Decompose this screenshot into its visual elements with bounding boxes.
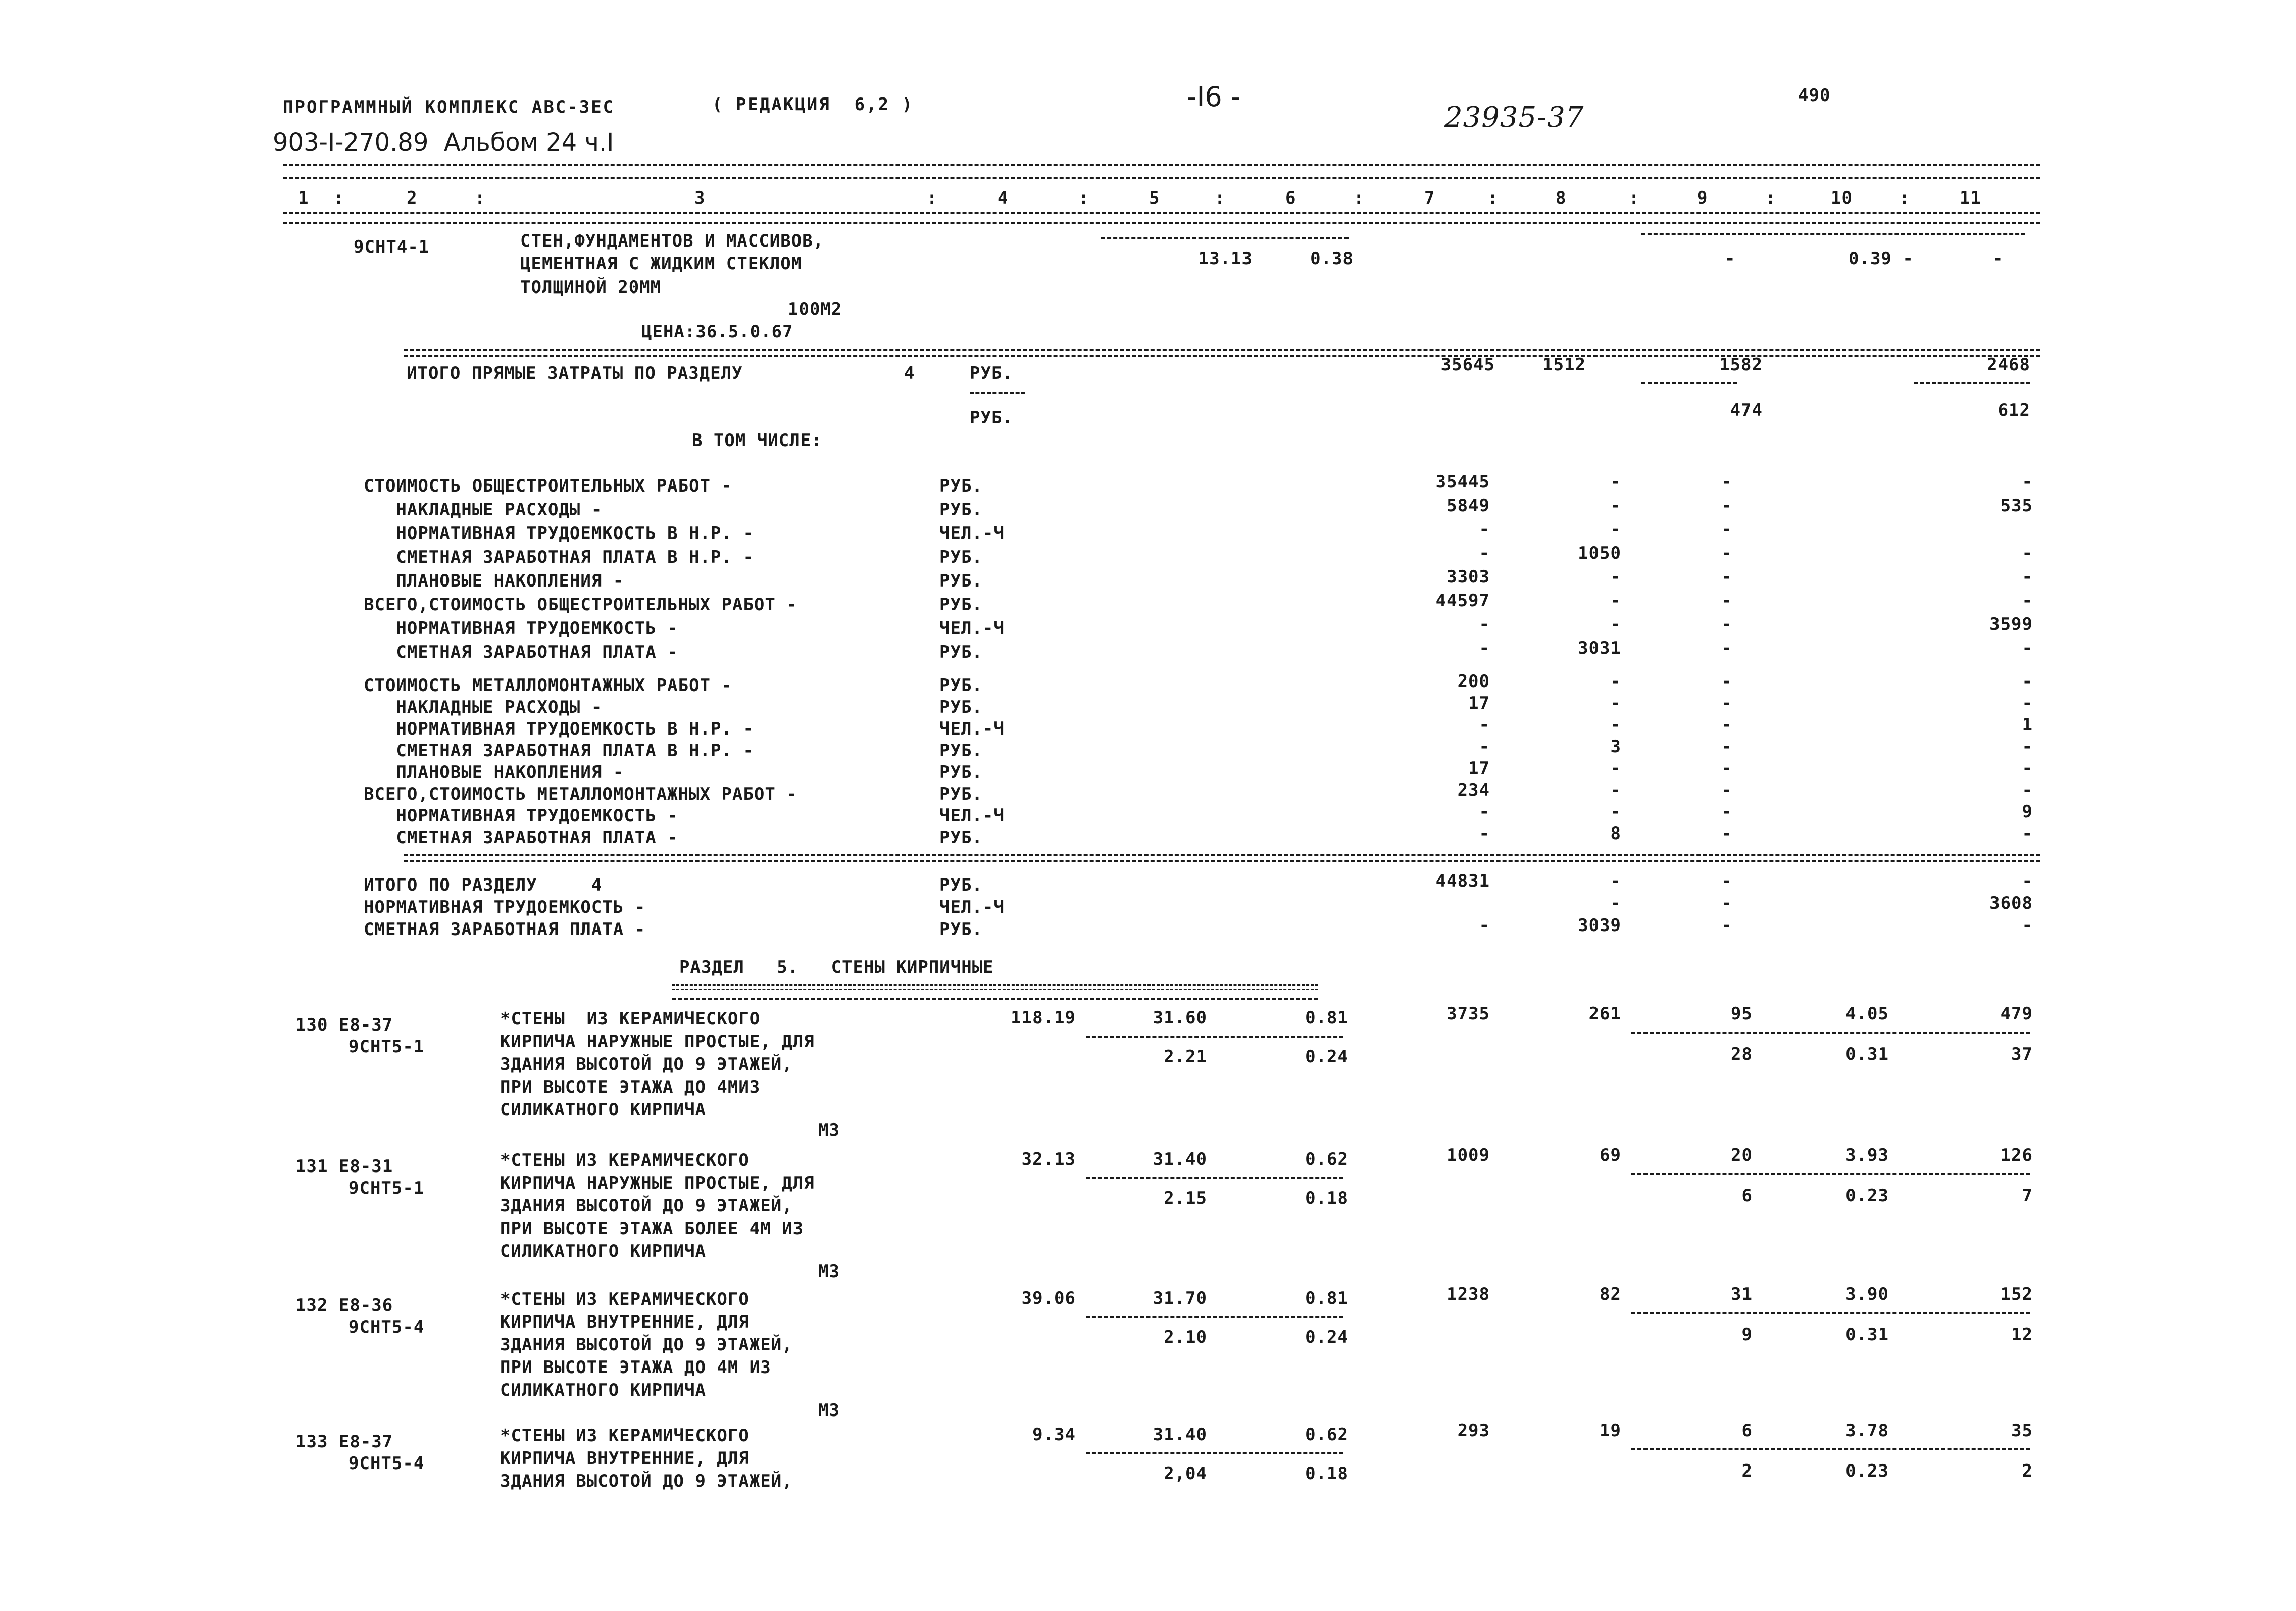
cell-c8: - — [1610, 614, 1621, 634]
cell-c11: - — [2022, 543, 2033, 563]
cell-c5: 13.13 — [1198, 249, 1253, 269]
item-subcode: 9СНТ5-4 — [348, 1453, 425, 1474]
col-10: 10 — [1831, 188, 1853, 208]
dashed-rule — [1631, 1448, 2030, 1450]
dashed-rule — [1086, 1177, 1343, 1179]
unit-label: РУБ. — [939, 784, 983, 804]
cell-c11: 612 — [1998, 400, 2030, 420]
unit-label: РУБ. — [939, 675, 983, 696]
cell-c11: - — [2022, 567, 2033, 587]
cell-c9: - — [1721, 780, 1732, 800]
cell-c5: 31.70 — [1153, 1288, 1207, 1308]
unit-label: РУБ. — [939, 547, 983, 567]
cell-c9: 6 — [1741, 1421, 1753, 1441]
item-desc-line: ЗДАНИЯ ВЫСОТОЙ ДО 9 ЭТАЖЕЙ, — [500, 1471, 793, 1491]
col-6: 6 — [1285, 188, 1296, 208]
cell-c5: 31.40 — [1153, 1425, 1207, 1445]
cell-c7: - — [1479, 638, 1490, 658]
rule-header-bottom — [283, 212, 2040, 214]
dashed-rule — [1086, 1036, 1343, 1038]
cell-c8: - — [1610, 758, 1621, 778]
cell-c10: 4.05 — [1845, 1004, 1889, 1024]
row-label: СТОИМОСТЬ МЕТАЛЛОМОНТАЖНЫХ РАБОТ - — [364, 675, 732, 696]
unit-label: РУБ. — [939, 642, 983, 662]
cell-c8: 261 — [1588, 1004, 1621, 1024]
item-desc-line: СИЛИКАТНОГО КИРПИЧА — [500, 1100, 706, 1120]
cell-c9: - — [1725, 249, 1736, 269]
cell-c11: 2468 — [1987, 355, 2030, 375]
cell-c9: - — [1721, 715, 1732, 735]
col-2: 2 — [407, 188, 418, 208]
cell-c6: 0.38 — [1310, 249, 1354, 269]
cell-c6: 0.24 — [1305, 1327, 1349, 1347]
cell-c11: 3608 — [1989, 893, 2033, 913]
item-desc-line: СТЕН,ФУНДАМЕНТОВ И МАССИВОВ, — [520, 231, 824, 251]
row-label: СМЕТНАЯ ЗАРАБОТНАЯ ПЛАТА В Н.Р. - — [364, 547, 754, 567]
col-5: 5 — [1149, 188, 1160, 208]
cell-c8: 82 — [1600, 1284, 1621, 1304]
cell-c9: - — [1721, 638, 1732, 658]
cell-c7: - — [1479, 802, 1490, 822]
cell-c9: - — [1721, 823, 1732, 844]
item-desc-line: ЗДАНИЯ ВЫСОТОЙ ДО 9 ЭТАЖЕЙ, — [500, 1054, 793, 1075]
unit-label: ЧЕЛ.-Ч — [939, 806, 1005, 826]
cell-c6: 0.18 — [1305, 1463, 1349, 1484]
cell-c11: - — [2022, 693, 2033, 713]
cell-c8: - — [1610, 472, 1621, 492]
row-label: ПЛАНОВЫЕ НАКОПЛЕНИЯ - — [364, 571, 624, 591]
row-label: СМЕТНАЯ ЗАРАБОТНАЯ ПЛАТА - — [364, 919, 646, 940]
cell-c8: - — [1610, 780, 1621, 800]
cell-c9: - — [1721, 758, 1732, 778]
row-label: НОРМАТИВНАЯ ТРУДОЕМКОСТЬ - — [364, 806, 678, 826]
unit-label: ЧЕЛ.-Ч — [939, 897, 1005, 917]
unit-label: РУБ. — [970, 363, 1013, 383]
cell-c7: 44597 — [1435, 591, 1490, 611]
dashed-rule — [1631, 1032, 2030, 1034]
row-label: ВСЕГО,СТОИМОСТЬ МЕТАЛЛОМОНТАЖНЫХ РАБОТ - — [364, 784, 797, 804]
cell-c9: - — [1721, 671, 1732, 692]
cell-c8: 69 — [1600, 1145, 1621, 1165]
cell-c9: - — [1721, 871, 1732, 891]
col-7: 7 — [1424, 188, 1435, 208]
cell-c11: - — [2022, 671, 2033, 692]
cell-c7: 200 — [1457, 671, 1490, 692]
page-number: -I6 - — [1187, 81, 1241, 113]
including-label: В ТОМ ЧИСЛЕ: — [692, 430, 822, 451]
item-unit: М3 — [818, 1400, 840, 1421]
cell-c9: 9 — [1741, 1325, 1753, 1345]
row-label: СМЕТНАЯ ЗАРАБОТНАЯ ПЛАТА - — [364, 642, 678, 662]
edition-label: ( РЕДАКЦИЯ 6,2 ) — [712, 94, 914, 115]
cell-c8: 3 — [1610, 737, 1621, 757]
cell-c10: 3.78 — [1845, 1421, 1889, 1441]
item-number-code: 132 Е8-36 — [295, 1295, 393, 1315]
cell-c11: - — [2022, 780, 2033, 800]
cell-c7: 234 — [1457, 780, 1490, 800]
col-1: 1 — [298, 188, 309, 208]
unit-label: РУБ. — [939, 875, 983, 895]
cell-c7: 17 — [1468, 693, 1490, 713]
cell-c4: 39.06 — [1021, 1288, 1076, 1308]
section-total-label: ИТОГО ПРЯМЫЕ ЗАТРАТЫ ПО РАЗДЕЛУ — [407, 363, 743, 383]
item-subcode: 9СНТ5-1 — [348, 1037, 425, 1057]
item-number-code: 131 Е8-31 — [295, 1156, 393, 1177]
cell-c9: - — [1721, 893, 1732, 913]
cell-c11: 37 — [2011, 1044, 2033, 1064]
dashed-rule — [1631, 1173, 2030, 1175]
cell-c9: - — [1721, 567, 1732, 587]
cell-c5: 31.40 — [1153, 1149, 1207, 1169]
cell-c11: - — [1992, 249, 2004, 269]
cell-c8: 1512 — [1542, 355, 1586, 375]
cell-c10: 0.23 — [1845, 1461, 1889, 1481]
cell-c11: - — [2022, 737, 2033, 757]
cell-c10: 0.31 — [1845, 1325, 1889, 1345]
item-desc-line: *СТЕНЫ ИЗ КЕРАМИЧЕСКОГО — [500, 1426, 750, 1446]
section-title-underline — [672, 984, 1318, 990]
row-label: СМЕТНАЯ ЗАРАБОТНАЯ ПЛАТА В Н.Р. - — [364, 741, 754, 761]
cell-c5: 2,04 — [1164, 1463, 1207, 1484]
cell-c6: 0.81 — [1305, 1008, 1349, 1028]
cell-c7: - — [1479, 543, 1490, 563]
item-desc-line: ТОЛЩИНОЙ 20ММ — [520, 277, 662, 298]
cell-c9: 474 — [1730, 400, 1763, 420]
cell-c7: - — [1479, 737, 1490, 757]
col-11: 11 — [1960, 188, 1981, 208]
cell-c8: - — [1610, 671, 1621, 692]
item-subcode: 9СНТ5-4 — [348, 1317, 425, 1337]
dashed-rule — [1086, 1316, 1343, 1318]
cell-c9: - — [1721, 614, 1732, 634]
unit-label: ЧЕЛ.-Ч — [939, 523, 1005, 544]
dashed-rule — [1631, 1312, 2030, 1314]
item-desc-line: *СТЕНЫ ИЗ КЕРАМИЧЕСКОГО — [500, 1009, 761, 1029]
cell-c7: - — [1479, 823, 1490, 844]
cell-c5: 2.15 — [1164, 1188, 1207, 1208]
cell-c11: - — [2022, 758, 2033, 778]
unit-label: РУБ. — [939, 919, 983, 940]
row-label: ИТОГО ПО РАЗДЕЛУ 4 — [364, 875, 603, 895]
cell-c8: 3031 — [1578, 638, 1621, 658]
cell-c7: 35645 — [1440, 355, 1495, 375]
cell-c8: - — [1610, 591, 1621, 611]
cell-c11: 2 — [2022, 1461, 2033, 1481]
cell-c9: 31 — [1731, 1284, 1753, 1304]
row-label: ПЛАНОВЫЕ НАКОПЛЕНИЯ - — [364, 762, 624, 783]
unit-label: ЧЕЛ.-Ч — [939, 618, 1005, 639]
cell-c8: 19 — [1600, 1421, 1621, 1441]
unit-label: ЧЕЛ.-Ч — [939, 719, 1005, 739]
item-desc-line: *СТЕНЫ ИЗ КЕРАМИЧЕСКОГО — [500, 1289, 750, 1309]
cell-c11: 1 — [2022, 715, 2033, 735]
cell-c10: 3.90 — [1845, 1284, 1889, 1304]
cell-c8: - — [1610, 567, 1621, 587]
cell-c6: 0.62 — [1305, 1425, 1349, 1445]
cell-c7: 35445 — [1435, 472, 1490, 492]
cell-c7: - — [1479, 915, 1490, 936]
cell-c7: - — [1479, 614, 1490, 634]
cell-c8: - — [1610, 693, 1621, 713]
unit-label: РУБ. — [939, 697, 983, 717]
cell-c8: - — [1610, 871, 1621, 891]
item-desc-line: ПРИ ВЫСОТЕ ЭТАЖА ДО 4МИЗ — [500, 1077, 761, 1097]
cell-c5: 2.10 — [1164, 1327, 1207, 1347]
cell-c7: 17 — [1468, 758, 1490, 778]
album-reference: 903-I-270.89 Альбом 24 ч.I — [273, 128, 614, 157]
cell-c11: - — [2022, 591, 2033, 611]
item-subcode: 9СНТ5-1 — [348, 1178, 425, 1198]
cell-c11: 479 — [2000, 1004, 2033, 1024]
cell-c9: - — [1721, 472, 1732, 492]
unit-label: РУБ. — [939, 762, 983, 783]
row-label: НОРМАТИВНАЯ ТРУДОЕМКОСТЬ В Н.Р. - — [364, 719, 754, 739]
item-desc-line: КИРПИЧА ВНУТРЕННИЕ, ДЛЯ — [500, 1312, 750, 1332]
cell-c7: 3303 — [1446, 567, 1490, 587]
item-number-code: 133 Е8-37 — [295, 1432, 393, 1452]
cell-c11: 152 — [2000, 1284, 2033, 1304]
item-desc-line: ЗДАНИЯ ВЫСОТОЙ ДО 9 ЭТАЖЕЙ, — [500, 1335, 793, 1355]
item-desc-line: СИЛИКАТНОГО КИРПИЧА — [500, 1241, 706, 1261]
row-label: СМЕТНАЯ ЗАРАБОТНАЯ ПЛАТА - — [364, 827, 678, 848]
item-price: ЦЕНА:36.5.0.67 — [641, 322, 793, 342]
cell-c6: 0.62 — [1305, 1149, 1349, 1169]
item-desc-line: ЦЕМЕНТНАЯ С ЖИДКИМ СТЕКЛОМ — [520, 254, 803, 274]
unit-label: РУБ. — [939, 476, 983, 496]
cell-c9: 1582 — [1719, 355, 1763, 375]
item-unit: М3 — [818, 1120, 840, 1140]
rule-top — [283, 164, 2040, 166]
cell-c8: - — [1610, 802, 1621, 822]
cell-c11: 535 — [2000, 496, 2033, 516]
cell-c5: 31.60 — [1153, 1008, 1207, 1028]
cell-c11: 126 — [2000, 1145, 2033, 1165]
cell-c9: - — [1721, 519, 1732, 540]
section-title: РАЗДЕЛ 5. СТЕНЫ КИРПИЧНЫЕ — [679, 957, 994, 978]
dashed-rule — [1086, 1452, 1343, 1454]
row-label: НОРМАТИВНАЯ ТРУДОЕМКОСТЬ - — [364, 897, 646, 917]
cell-c11: 7 — [2022, 1186, 2033, 1206]
item-number-code: 130 Е8-37 — [295, 1015, 393, 1035]
cell-c7: - — [1479, 519, 1490, 540]
col-8: 8 — [1556, 188, 1567, 208]
unit-label: РУБ. — [939, 741, 983, 761]
row-label: ВСЕГО,СТОИМОСТЬ ОБЩЕСТРОИТЕЛЬНЫХ РАБОТ - — [364, 595, 797, 615]
row-label: СТОИМОСТЬ ОБЩЕСТРОИТЕЛЬНЫХ РАБОТ - — [364, 476, 732, 496]
col-3: 3 — [694, 188, 706, 208]
cell-c9: 95 — [1731, 1004, 1753, 1024]
rule-top-2 — [283, 177, 2040, 179]
cell-c7: 1009 — [1446, 1145, 1490, 1165]
item-desc-line: СИЛИКАТНОГО КИРПИЧА — [500, 1380, 706, 1400]
item-desc-line: ПРИ ВЫСОТЕ ЭТАЖА ДО 4М ИЗ — [500, 1357, 771, 1378]
item-unit: М3 — [818, 1261, 840, 1282]
item-desc-line: ЗДАНИЯ ВЫСОТОЙ ДО 9 ЭТАЖЕЙ, — [500, 1196, 793, 1216]
cell-c10: 0.23 — [1845, 1186, 1889, 1206]
cell-c9: - — [1721, 693, 1732, 713]
col-9: 9 — [1697, 188, 1708, 208]
item-desc-line: КИРПИЧА НАРУЖНЫЕ ПРОСТЫЕ, ДЛЯ — [500, 1032, 815, 1052]
cell-c6: 0.18 — [1305, 1188, 1349, 1208]
rule-header-bottom-2 — [283, 222, 2040, 224]
cell-c10: 0.31 — [1845, 1044, 1889, 1064]
cell-c9: 28 — [1731, 1044, 1753, 1064]
cell-c9: 20 — [1731, 1145, 1753, 1165]
section-number: 4 — [904, 363, 915, 383]
cell-c11: - — [2022, 638, 2033, 658]
cell-c9: - — [1721, 802, 1732, 822]
cell-c8: 1050 — [1578, 543, 1621, 563]
cell-c7: - — [1479, 715, 1490, 735]
cell-c11: - — [2022, 871, 2033, 891]
cell-c4: 32.13 — [1021, 1149, 1076, 1169]
unit-label: РУБ. — [939, 595, 983, 615]
cell-c7: 44831 — [1435, 871, 1490, 891]
cell-c10: 3.93 — [1845, 1145, 1889, 1165]
item-desc-line: КИРПИЧА ВНУТРЕННИЕ, ДЛЯ — [500, 1448, 750, 1469]
item-desc-line: ПРИ ВЫСОТЕ ЭТАЖА БОЛЕЕ 4М ИЗ — [500, 1218, 804, 1239]
cell-c6: 0.81 — [1305, 1288, 1349, 1308]
cell-c5: 2.21 — [1164, 1047, 1207, 1067]
col-4: 4 — [997, 188, 1009, 208]
cell-c11: - — [2022, 823, 2033, 844]
cell-c8: - — [1610, 496, 1621, 516]
cell-c10: 0.39 - — [1849, 249, 1914, 269]
cell-c7: 293 — [1457, 1421, 1490, 1441]
cell-c9: - — [1721, 915, 1732, 936]
cell-c9: - — [1721, 737, 1732, 757]
cell-c9: - — [1721, 496, 1732, 516]
item-desc-line: *СТЕНЫ ИЗ КЕРАМИЧЕСКОГО — [500, 1150, 750, 1170]
cell-c11: 35 — [2011, 1421, 2033, 1441]
sheet-number: 490 — [1798, 85, 1831, 106]
item-unit: 100М2 — [788, 299, 842, 319]
row-label: НАКЛАДНЫЕ РАСХОДЫ - — [364, 697, 603, 717]
cell-c11: 12 — [2011, 1325, 2033, 1345]
unit-label: РУБ. — [939, 571, 983, 591]
cell-c11: 3599 — [1989, 614, 2033, 634]
estimate-sheet: ПРОГРАММНЫЙ КОМПЛЕКС АВС-ЗЕС ( РЕДАКЦИЯ 6,2 ) -I6 - 23935-37 490 903-I-270.89 Альбом 24 ч.I 1 : 2 : 3 : 4 : 5 : 6 : 7 : 8 : 9 : 10 : 11 9СНТ4-1 СТЕН,ФУНДАМЕНТОВ И МАССИВОВ, ЦЕМЕНТНАЯ С ЖИДКИМ СТЕКЛОМ ТОЛЩИНОЙ 20ММ 100М2 ЦЕНА:36.5.0.67 13.13 0.38 - 0.39 - - ИТОГО ПРЯМЫЕ ЗАТРАТЫ ПО РАЗДЕЛУ 4 РУБ. 35645 1512 1582 2468 РУБ. 474 612 В ТОМ ЧИСЛЕ: СТОИМОСТЬ ОБЩЕСТРОИТЕЛЬНЫХ РАБОТ - РУБ. 35445 - - - НАКЛАДНЫЕ РАСХОДЫ - РУБ. 5849 - - 535 НОРМАТИВНАЯ ТРУДОЕМКОСТЬ В Н.Р. - ЧЕЛ.-Ч - - - СМЕТНАЯ ЗАРАБОТНАЯ ПЛАТА В Н.Р. - РУБ. - 1050 - - ПЛАНОВЫЕ НАКОПЛЕНИЯ - РУБ. 3303 - - - ВСЕГО,СТОИМОСТЬ ОБЩЕСТРОИТЕЛЬНЫХ РАБОТ - РУБ. 44597 - - - НОРМАТИВНАЯ ТРУДОЕМКОСТЬ - ЧЕЛ.-Ч - - - 3599 СМЕТНАЯ ЗАРАБОТНАЯ ПЛАТА - РУБ. - 3031 - - СТОИМОСТЬ МЕТАЛЛОМОНТАЖНЫХ РАБОТ - РУБ. 200 - - - НАКЛАДНЫЕ РАСХОДЫ - РУБ. 17 - - - НОРМАТИВНАЯ ТРУДОЕМКОСТЬ В Н.Р. - ЧЕЛ.-Ч - - - 1 СМЕТНАЯ ЗАРАБОТНАЯ ПЛАТА В Н.Р. - РУБ. - 3 - - ПЛАНОВЫЕ НАКОПЛЕНИЯ - РУБ. 17 - - - ВСЕГО,СТОИМОСТЬ МЕТАЛЛОМОНТАЖНЫХ РАБОТ - РУБ. 234 - - - НОРМАТИВНАЯ ТРУДОЕМКОСТЬ - ЧЕЛ.-Ч - - - 9 СМЕТНАЯ ЗАРАБОТНАЯ ПЛАТА - РУБ. - 8 - - ИТОГО ПО РАЗДЕЛУ 4 РУБ. 44831 - - - НОРМАТИВНАЯ ТРУДОЕМКОСТЬ - ЧЕЛ.-Ч - - 3608 СМЕТНАЯ ЗАРАБОТНАЯ ПЛАТА - РУБ. - 3039 - - РАЗДЕЛ 5. СТЕНЫ КИРПИЧНЫЕ 130 Е8-37 9СНТ5-1 *СТЕНЫ ИЗ КЕРАМИЧЕСКОГО КИРПИЧА НАРУЖНЫЕ ПРОСТЫЕ, ДЛЯ ЗДАНИЯ ВЫСОТОЙ ДО 9 ЭТАЖЕЙ, ПРИ ВЫСОТЕ ЭТАЖА ДО 4МИЗ СИЛИКАТНОГО КИРПИЧА М3 118.19 31.60 0.81 2.21 0.24 3735 261 95 4.05 479 28 0.31 37 131 Е8-31 9СНТ5-1 *СТЕНЫ ИЗ КЕРАМИЧЕСКОГО КИРПИЧА НАРУЖНЫЕ ПРОСТЫЕ, ДЛЯ ЗДАНИЯ ВЫСОТОЙ ДО 9 ЭТАЖЕЙ, ПРИ ВЫСОТЕ ЭТАЖА БОЛЕЕ 4М ИЗ СИЛИКАТНОГО КИРПИЧА М3 32.13 31.40 0.62 2.15 0.18 1009 69 20 3.93 126 6 0.23 7 132 Е8-36 9СНТ5-4 *СТЕНЫ ИЗ КЕРАМИЧЕСКОГО КИРПИЧА ВНУТРЕННИЕ, ДЛЯ ЗДАНИЯ ВЫСОТОЙ ДО 9 ЭТАЖЕЙ, ПРИ ВЫСОТЕ ЭТАЖА ДО 4М ИЗ СИЛИКАТНОГО КИРПИЧА М3 39.06 31.70 0.81 2.10 0.24 1238 82 31 3.90 152 9 0.31 12 133 Е8-37 9СНТ5-4 *СТЕНЫ ИЗ КЕРАМИЧЕСКОГО КИРПИЧА ВНУТРЕННИЕ, ДЛЯ ЗДАНИЯ ВЫСОТОЙ ДО 9 ЭТАЖЕЙ, 9.34 31.40 0.62 2,04 0.18 293 19 6 3.78 35 2 0.23 2 — [0, 0, 2296, 1611]
row-label: НОРМАТИВНАЯ ТРУДОЕМКОСТЬ В Н.Р. - — [364, 523, 754, 544]
cell-c7: 3735 — [1446, 1004, 1490, 1024]
row-label: НОРМАТИВНАЯ ТРУДОЕМКОСТЬ - — [364, 618, 678, 639]
cell-c4: 9.34 — [1032, 1425, 1076, 1445]
cell-c8: - — [1610, 715, 1621, 735]
cell-c8: 3039 — [1578, 915, 1621, 936]
program-name: ПРОГРАММНЫЙ КОМПЛЕКС АВС-ЗЕС — [283, 97, 615, 117]
cell-c11: - — [2022, 472, 2033, 492]
unit-label: РУБ. — [939, 500, 983, 520]
cell-c4: 118.19 — [1011, 1008, 1076, 1028]
cell-c7: 5849 — [1446, 496, 1490, 516]
cell-c11: - — [2022, 915, 2033, 936]
cell-c8: - — [1610, 893, 1621, 913]
cell-c9: 6 — [1741, 1186, 1753, 1206]
item-desc-line: КИРПИЧА НАРУЖНЫЕ ПРОСТЫЕ, ДЛЯ — [500, 1173, 815, 1193]
cell-c9: - — [1721, 543, 1732, 563]
cell-c6: 0.24 — [1305, 1047, 1349, 1067]
cell-c11: 9 — [2022, 802, 2033, 822]
cell-c7: 1238 — [1446, 1284, 1490, 1304]
cell-c9: - — [1721, 591, 1732, 611]
unit-label: РУБ. — [970, 408, 1013, 428]
cell-c8: 8 — [1610, 823, 1621, 844]
cell-c9: 2 — [1741, 1461, 1753, 1481]
document-code: 23935-37 — [1444, 101, 1584, 134]
row-label: НАКЛАДНЫЕ РАСХОДЫ - — [364, 500, 603, 520]
cell-c8: - — [1610, 519, 1621, 540]
unit-label: РУБ. — [939, 827, 983, 848]
item-code: 9СНТ4-1 — [354, 237, 430, 257]
